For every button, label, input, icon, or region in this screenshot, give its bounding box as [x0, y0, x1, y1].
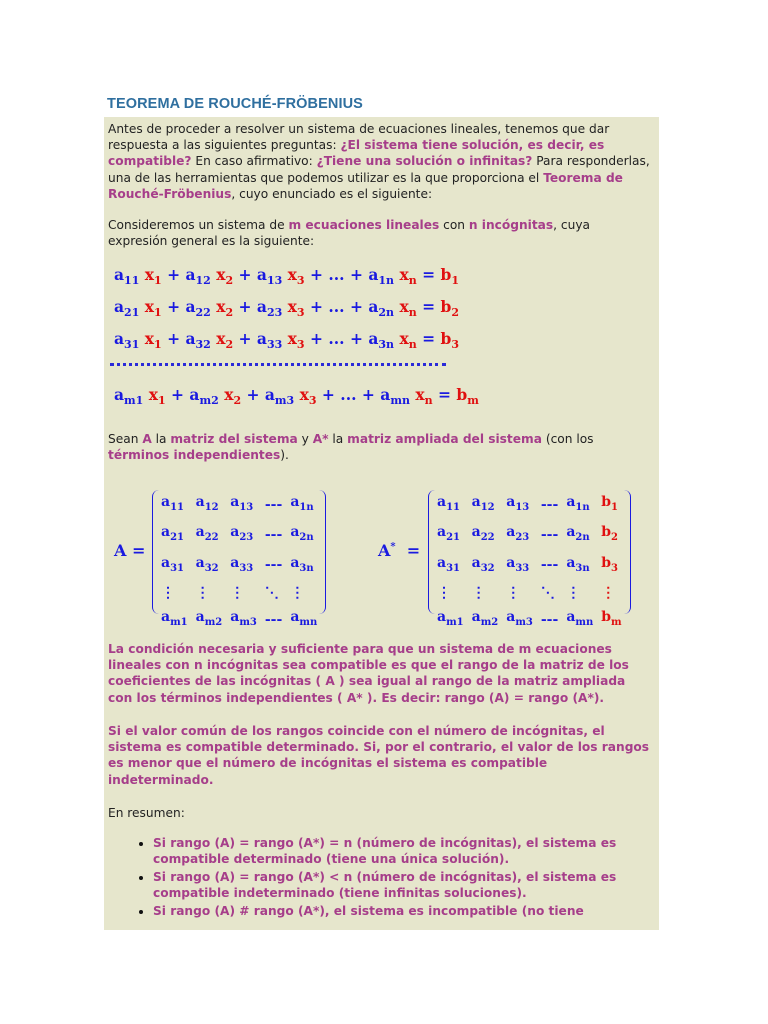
matrix-a-symbol: A — [142, 432, 152, 446]
equation-row-m: $a_{m1}$ $x_1 + a_{m2}$ $x_2 + a_{m3}$ $x_3$ + ... + $a_{mn}$ $x_n = b_m$ — [114, 385, 479, 408]
condition-paragraph: La condición necesaria y suficiente para que un sistema de m ecuaciones lineales con n incógnitas sea compatible es que el rango de la matriz de los coeficientes de las incógnitas ( A ) sea igual al rango de la matriz ampliada con los términos independientes ( A* ). Es decir: rango (A) = rango (A*). — [108, 642, 629, 705]
astar-equals: = — [406, 541, 421, 560]
astar-letter: A — [378, 541, 391, 560]
independent-terms: términos independientes — [108, 448, 281, 463]
sean-text-6: ). — [280, 448, 289, 463]
summary-list — [108, 835, 659, 921]
intro-paragraph — [108, 121, 653, 202]
m-equations: m ecuaciones lineales — [288, 218, 440, 232]
common-rank-paragraph: Si el valor común de los rangos coincide con el número de incógnitas, el sistema es compatible determinado. Si, por el contrario, el valor de los rangos es menor que el número de incógnitas el sistema es compatible indeterminado. — [108, 724, 650, 787]
list-item: • Si rango (A) = rango (A*) = n (número de incógnitas), el sistema es compatible determinado (tiene una única solución). — [153, 835, 659, 867]
equation-row-3: $a_{31}$ $x_1 + a_{32}$ $x_2 + a_{33}$ $x_3$ + ... + $a_{3n}$ $x_n = b_3$ — [114, 329, 459, 352]
intro-text-1: Antes de proceder a resolver un sistema de ecuaciones lineales, tenemos que dar respuesta a las siguientes preguntas: — [108, 122, 610, 153]
consider-text-1: Consideremos un sistema de — [108, 218, 289, 232]
astar-superscript: * — [390, 541, 396, 553]
intro-text-2: En caso afirmativo: — [191, 154, 317, 169]
matrix-system-term: matriz del sistema — [170, 432, 298, 446]
summary-label: En resumen: — [108, 806, 185, 820]
matrix-astar-label — [378, 541, 420, 560]
consider-paragraph — [108, 217, 653, 249]
augmented-matrix-term: matriz ampliada del sistema — [347, 432, 542, 446]
content-panel — [104, 117, 659, 930]
matrix-a: $a_{11}$ $a_{12}$ $a_{13}$ --- $a_{1n}$ $a_{21}$ $a_{22}$ $a_{23}$ --- $a_{2n}$ $a_{31}$ $a_{32}$ $a_{33}$ --- $a_{3n}$ ⋮ ⋮ ⋮ ⋱ ⋮ $a_{m1}$ $a_{m2}$ $a_{m3}$ --- $a_{mn}$ — [152, 490, 326, 614]
sean-text-4: la — [328, 432, 348, 446]
sean-text-2: la — [151, 432, 171, 446]
intro-text-3: Para responderlas, una de las herramientas que podemos utilizar es la que proporciona el — [108, 154, 650, 185]
consider-text-2: con — [439, 218, 469, 232]
equation-row-1: $a_{11}$ $x_1 + a_{12}$ $x_2 + a_{13}$ $x_3$ + ... + $a_{1n}$ $x_n = b_1$ — [114, 265, 459, 288]
question-1: ¿El sistema tiene solución, es decir, es compatible? — [108, 138, 605, 169]
equation-row-2: $a_{21}$ $x_1 + a_{22}$ $x_2 + a_{23}$ $x_3$ + ... + $a_{2n}$ $x_n = b_2$ — [114, 297, 459, 320]
equation-ellipsis-row — [110, 363, 446, 366]
sean-paragraph — [108, 431, 653, 463]
list-item: • Si rango (A) = rango (A*) < n (número de incógnitas), el sistema es compatible indeterminado (tiene infinitas soluciones). — [153, 869, 659, 901]
sean-text-5: (con los — [541, 432, 594, 446]
matrix-astar-symbol: A* — [312, 432, 329, 446]
question-2: ¿Tiene una solución o infinitas? — [316, 154, 533, 169]
sean-text-3: y — [297, 432, 313, 446]
n-unknowns: n incógnitas — [468, 218, 554, 232]
intro-text-4: , cuyo enunciado es el siguiente: — [231, 186, 433, 201]
list-item: • Si rango (A) # rango (A*), el sistema es incompatible (no tiene — [153, 903, 659, 919]
matrix-a-label: A = — [114, 541, 146, 560]
sean-text-1: Sean — [108, 432, 143, 446]
page-title: TEOREMA DE ROUCHÉ-FRÖBENIUS — [107, 96, 363, 112]
matrix-astar: $a_{11}$ $a_{12}$ $a_{13}$ --- $a_{1n}$ $b_1$ $a_{21}$ $a_{22}$ $a_{23}$ --- $a_{2n}$ $b_2$ $a_{31}$ $a_{32}$ $a_{33}$ --- $a_{3n}$ $b_3$ ⋮ ⋮ ⋮ ⋱ ⋮ ⋮ $a_{m1}$ $a_{m2}$ $a_{m3}$ --- $a_{mn}$ $b_m$ — [428, 490, 631, 614]
theorem-name: Teorema de Rouché-Fröbenius — [108, 170, 623, 201]
consider-text-3: , cuya expresión general es la siguiente: — [108, 218, 591, 249]
